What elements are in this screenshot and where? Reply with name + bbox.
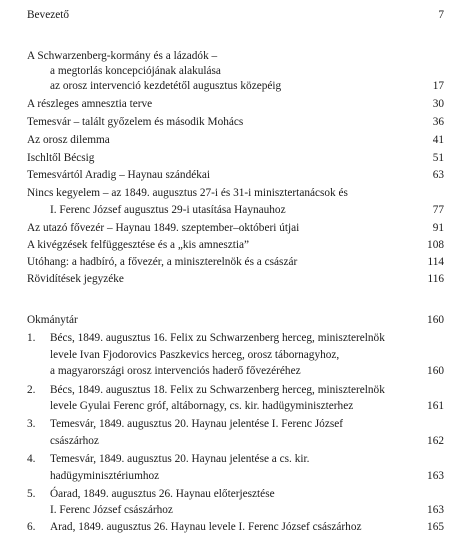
document-number: 1. <box>27 332 36 344</box>
toc-entry-continuation <box>0 79 470 94</box>
toc-entry-title: Ischltől Bécsig <box>27 152 95 164</box>
toc-entry-page: 41 <box>432 134 444 146</box>
document-line: Óarad, 1849. augusztus 26. Haynau előterjesztése <box>50 488 275 500</box>
document-line: Temesvár, 1849. augusztus 20. Haynau jelentése I. Ferenc József <box>50 418 344 430</box>
toc-entry-page: 116 <box>427 273 444 285</box>
document-number: 3. <box>27 418 36 430</box>
document-entry <box>0 520 470 535</box>
toc-entry <box>0 8 470 23</box>
toc-entry-title: Utóhang: a hadbíró, a fővezér, a miniszterelnök és a császár <box>27 256 298 268</box>
toc-entry <box>0 49 470 64</box>
toc-entry-page: 7 <box>438 9 444 21</box>
document-line: Arad, 1849. augusztus 26. Haynau levele I. Ferenc József császárhoz <box>50 521 362 533</box>
toc-entry-title: az orosz intervenció kezdetétől augusztus közepéig <box>50 80 282 92</box>
document-line: császárhoz <box>50 435 99 447</box>
toc-entry <box>0 97 470 112</box>
document-line-row <box>0 469 470 484</box>
document-page: 165 <box>427 521 444 533</box>
document-line: I. Ferenc József császárhoz <box>50 504 173 516</box>
document-line: Temesvár, 1849. augusztus 20. Haynau jelentése a cs. kir. <box>50 453 310 465</box>
toc-entry-title: A kivégzések felfüggesztése és a „kis amnesztia” <box>27 239 250 251</box>
toc-entry-page: 77 <box>432 204 444 216</box>
document-line: hadügyminisztériumhoz <box>50 470 160 482</box>
document-page: 162 <box>427 435 444 447</box>
document-page: 163 <box>427 470 444 482</box>
toc-entry <box>0 133 470 148</box>
document-number: 5. <box>27 488 36 500</box>
document-line: Bécs, 1849. augusztus 18. Felix zu Schwarzenberg herceg, miniszterelnök <box>50 384 385 396</box>
toc-entry <box>0 238 470 253</box>
toc-entry-page: 91 <box>432 222 444 234</box>
document-number: 4. <box>27 453 36 465</box>
document-entry <box>0 452 470 467</box>
document-entry <box>0 417 470 432</box>
document-line-row <box>0 399 470 414</box>
toc-entry <box>0 255 470 270</box>
toc-entry-title: A részleges amnesztia terve <box>27 98 153 110</box>
document-entry <box>0 383 470 398</box>
document-number: 6. <box>27 521 36 533</box>
appendix-title: Okmánytár <box>27 314 78 326</box>
document-entry <box>0 487 470 502</box>
toc-entry-page: 63 <box>432 169 444 181</box>
document-line-row <box>0 364 470 379</box>
toc-entry-title: Nincs kegyelem – az 1849. augusztus 27-i és 31-i minisztertanácsok és <box>27 187 348 199</box>
toc-entry-title: Bevezető <box>27 9 70 21</box>
toc-entry-continuation <box>0 64 470 79</box>
toc-entry-page: 51 <box>432 152 444 164</box>
toc-entry-title: a megtorlás koncepciójának alakulása <box>50 65 221 77</box>
document-line: a magyarországi orosz intervenciós haderő fővezéréhez <box>50 365 301 377</box>
toc-entry-page: 108 <box>427 239 444 251</box>
document-line-row <box>0 348 470 363</box>
appendix-page: 160 <box>427 314 444 326</box>
toc-entry <box>0 151 470 166</box>
appendix-heading <box>0 313 470 328</box>
toc-entry <box>0 168 470 183</box>
document-line-row <box>0 434 470 449</box>
toc-entry-title: I. Ferenc József augusztus 29-i utasítása Haynauhoz <box>50 204 286 216</box>
document-line: Bécs, 1849. augusztus 16. Felix zu Schwarzenberg herceg, miniszterelnök <box>50 332 385 344</box>
toc-entry-page: 17 <box>432 80 444 92</box>
document-line-row <box>0 503 470 518</box>
toc-entry-title: Rövidítések jegyzéke <box>27 273 124 285</box>
document-page: 160 <box>427 365 444 377</box>
toc-entry <box>0 115 470 130</box>
document-line: levele Ivan Fjodorovics Paszkevics herceg, orosz tábornagyhoz, <box>50 349 340 361</box>
document-entry <box>0 331 470 346</box>
document-page: 163 <box>427 504 444 516</box>
toc-entry-page: 114 <box>427 256 444 268</box>
toc-entry-title: Az utazó fővezér – Haynau 1849. szeptember–októberi útjai <box>27 222 300 234</box>
toc-entry <box>0 221 470 236</box>
toc-entry-title: Temesvár – talált győzelem és második Mohács <box>27 116 244 128</box>
document-page: 161 <box>427 400 444 412</box>
toc-entry <box>0 186 470 201</box>
toc-entry-title: A Schwarzenberg-kormány és a lázadók – <box>27 50 218 62</box>
toc-entry-continuation <box>0 203 470 218</box>
toc-entry-title: Az orosz dilemma <box>27 134 110 146</box>
toc-entry <box>0 272 470 287</box>
document-number: 2. <box>27 384 36 396</box>
toc-entry-page: 36 <box>432 116 444 128</box>
toc-entry-title: Temesvártól Aradig – Haynau szándékai <box>27 169 211 181</box>
toc-entry-page: 30 <box>432 98 444 110</box>
document-line: levele Gyulai Ferenc gróf, altábornagy, cs. kir. hadügyminiszterhez <box>50 400 354 412</box>
